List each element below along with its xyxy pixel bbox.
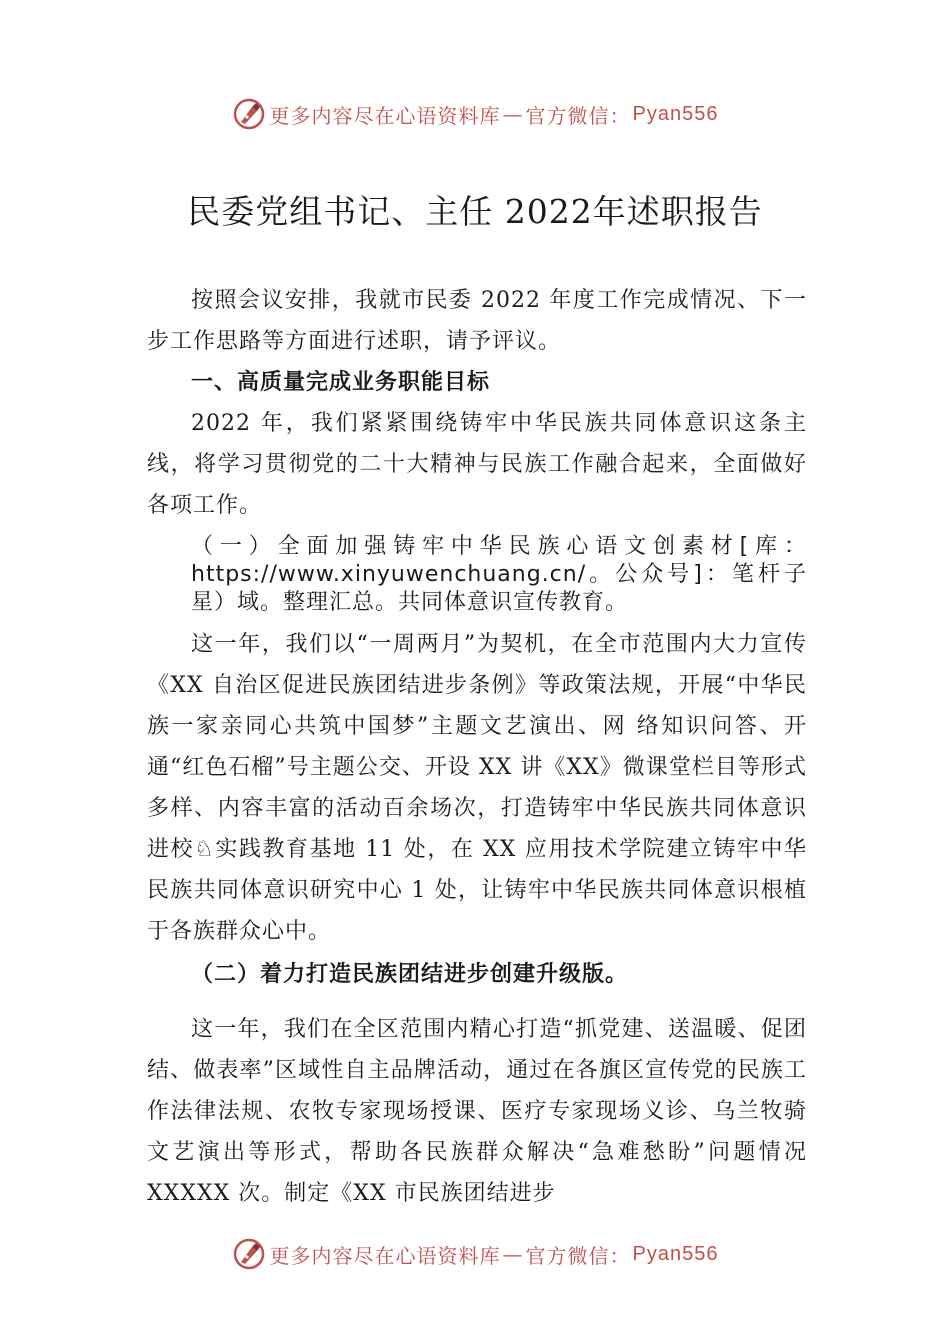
subsection-2-heading: （二）着力打造民族团结进步创建升级版。 <box>191 961 629 987</box>
banner-wechat-handle: Pyan556 <box>632 1242 719 1265</box>
intro-paragraph: 按照会议安排，我就市民委 2022 年度工作完成情况、下一步工作思路等方面进行述职，请予评议。 <box>147 288 807 354</box>
banner-wechat-handle: Pyan556 <box>632 102 719 125</box>
document-body <box>147 280 807 1214</box>
pen-nib-logo-icon <box>232 1237 266 1271</box>
banner-dash: — <box>502 102 524 126</box>
section-1-heading: 一、高质量完成业务职能目标 <box>191 370 491 395</box>
subsection-2-paragraph: 这一年，我们在全区范围内精心打造“抓党建、送温暖、促团结、做表率”区域性自主品牌活动，通过在各旗区宣传党的民族工作法律法规、农牧专家现场授课、医疗专家现场义诊、乌兰牧骑文艺演出等形式，帮助各民族群众解决“急难愁盼”问题情况 XXXXX 次。制定《XX 市民族团结进步 <box>147 1017 807 1206</box>
banner-brand-text: 更多内容尽在心语资料库 <box>269 103 501 128</box>
footer-watermark-banner <box>0 1234 950 1274</box>
subsection-1-paragraph: 这一年，我们以“一周两月”为契机，在全市范围内大力宣传《XX 自治区促进民族团结进步条例》等政策法规，开展“中华民族一家亲同心共筑中国梦”主题文艺演出、网 络知识问答、开通“红色石榴”号主题公交、开设 XX 讲《XX》微课堂栏目等形式多样、内容丰富的活动百余场次，打造铸牢中华民族共同体意识进校♘实践教育基地 11 处，在 XX 应用技术学院建立铸牢中华民族共同体意识研究中心 1 处，让铸牢中华民族共同体意识根植于各族群众心中。 <box>147 632 807 944</box>
header-watermark-banner <box>0 94 950 134</box>
banner-brand-text: 更多内容尽在心语资料库 <box>269 1243 501 1268</box>
section-1-paragraph: 2022 年，我们紧紧围绕铸牢中华民族共同体意识这条主线，将学习贯彻党的二十大精神与民族工作融合起来，全面做好各项工作。 <box>147 411 807 518</box>
banner-wechat-label: 官方微信： <box>525 1243 631 1268</box>
banner-dash: — <box>502 1242 524 1266</box>
subsection-1-heading: （一）全面加强铸牢中华民族心语文创素材[库：https://www.xinyuwenchuang.cn/。公众号]：笔杆子星）域。整理汇总。共同体意识宣传教育。 <box>191 534 807 615</box>
document-title: 民委党组书记、主任 2022年述职报告 <box>187 192 763 231</box>
pen-nib-logo-icon <box>232 97 266 131</box>
banner-wechat-label: 官方微信： <box>525 103 631 128</box>
